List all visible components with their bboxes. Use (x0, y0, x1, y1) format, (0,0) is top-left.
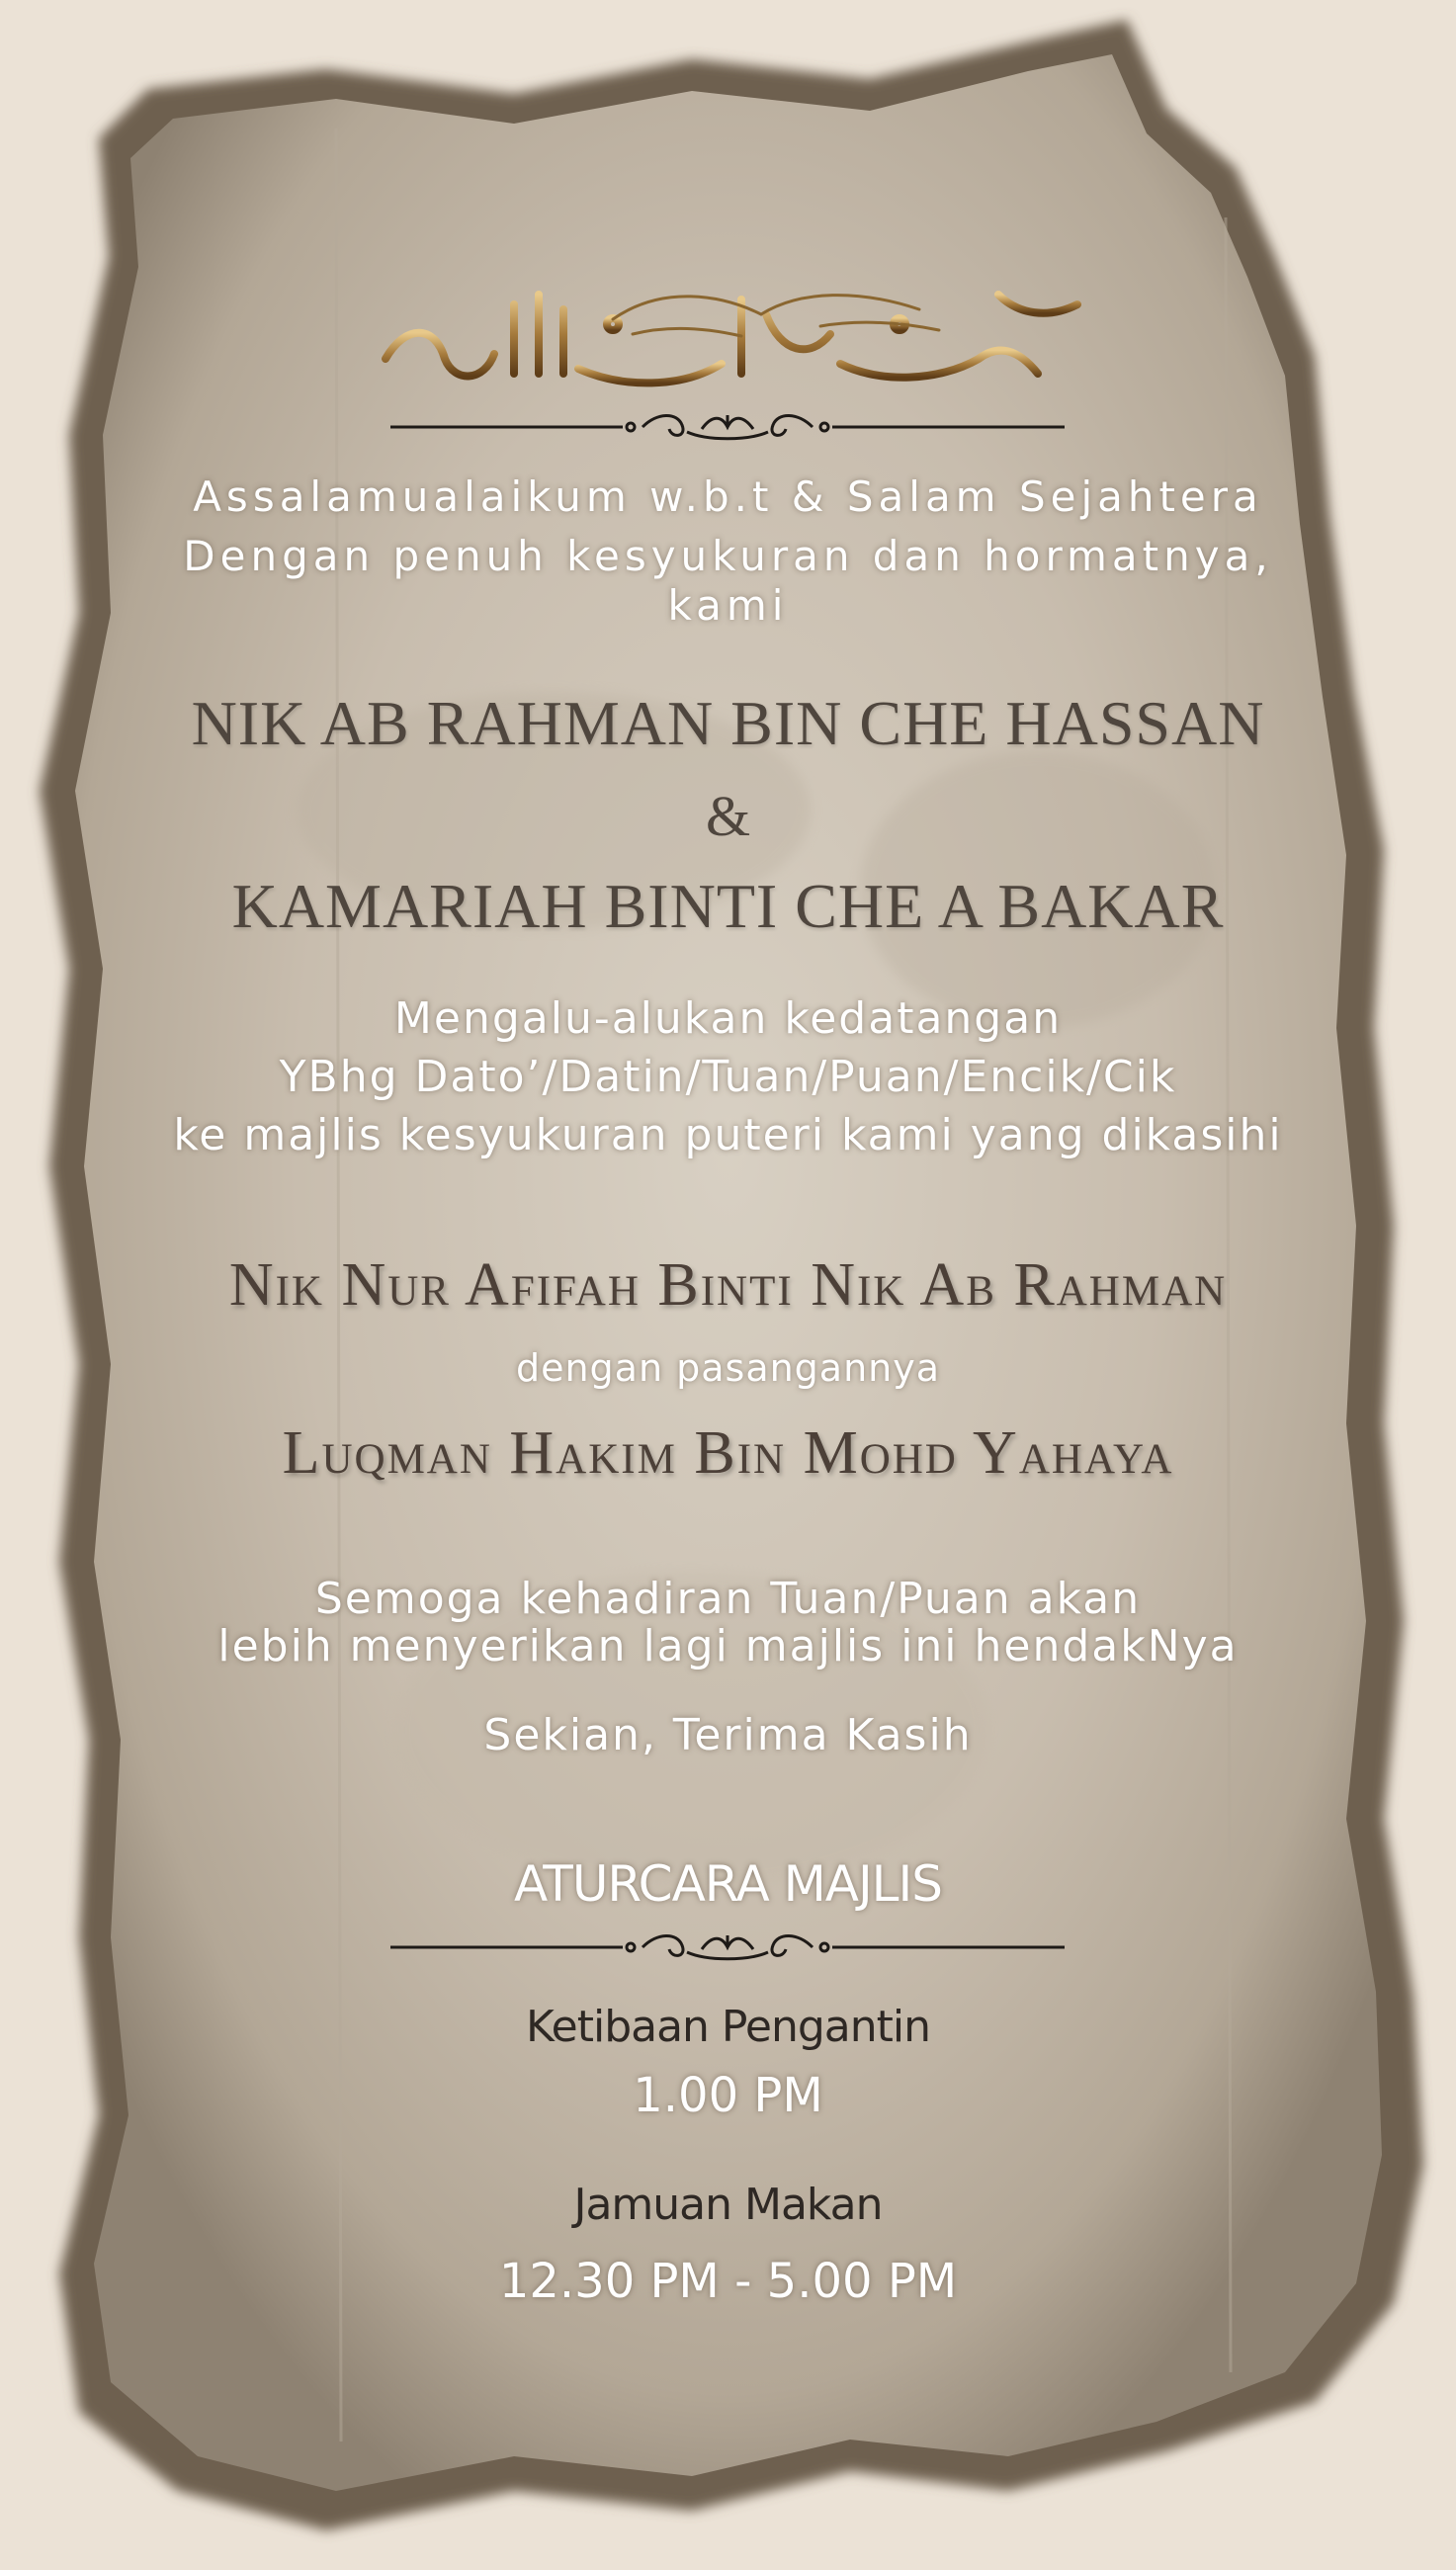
ornamental-divider-icon (390, 407, 1065, 447)
event-label-meal: Jamuan Makan (573, 2180, 883, 2230)
ornamental-divider-icon (390, 1928, 1065, 1967)
schedule-title: ATURCARA MAJLIS (513, 1855, 943, 1913)
couple-connector: dengan pasangannya (515, 1346, 941, 1390)
event-time-arrival: 1.00 PM (633, 2068, 823, 2123)
closing-line-2: lebih menyerikan lagi majlis ini hendakNya (217, 1621, 1239, 1671)
greeting-line-1: Assalamualaikum w.b.t & Salam Sejahtera (193, 472, 1263, 521)
bride-name: Nik Nur Afifah Binti Nik Ab Rahman (228, 1251, 1228, 1319)
invitation-line-1: Mengalu-alukan kedatangan (393, 993, 1063, 1044)
basmala-calligraphy-icon (366, 265, 1097, 413)
parents-ampersand: & (705, 784, 751, 848)
greeting-line-2: Dengan penuh kesyukuran dan hormatnya, (183, 532, 1273, 580)
event-label-arrival: Ketibaan Pengantin (525, 2002, 930, 2052)
event-time-meal: 12.30 PM - 5.00 PM (498, 2254, 958, 2309)
invitation-line-3: ke majlis kesyukuran puteri kami yang dikasihi (173, 1110, 1283, 1160)
mother-name: KAMARIAH BINTI CHE A BAKAR (231, 871, 1225, 941)
closing-line-1: Semoga kehadiran Tuan/Puan akan (314, 1574, 1142, 1624)
greeting-line-3: kami (667, 581, 789, 630)
groom-name: Luqman Hakim Bin Mohd Yahaya (282, 1419, 1174, 1487)
thanks-text: Sekian, Terima Kasih (483, 1710, 973, 1760)
father-name: NIK AB RAHMAN BIN CHE HASSAN (191, 688, 1265, 758)
invitation-line-2: YBhg Dato’/Datin/Tuan/Puan/Encik/Cik (279, 1052, 1177, 1102)
